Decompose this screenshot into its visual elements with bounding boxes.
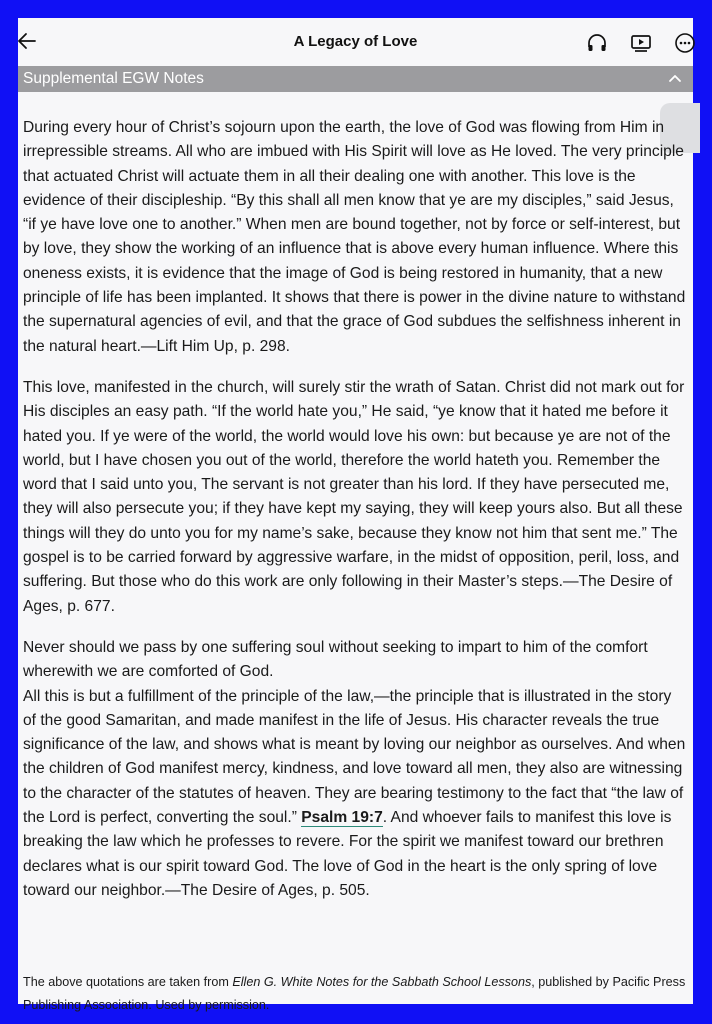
paragraph [23,685,688,904]
notes-content [23,116,688,920]
section-title: Supplemental EGW Notes [23,70,204,87]
scripture-reference-link[interactable]: Psalm 19:7 [301,809,383,827]
app-window [18,18,693,1012]
video-play-icon[interactable] [629,31,653,55]
section-header[interactable] [18,66,693,92]
paragraph: During every hour of Christ’s sojourn upon the earth, the love of God was flowing from Him in irrepressible streams. All who are imbued with His Spirit will love as He loved. The very principle that actuated Christ will actuate them in all their dealing one with another. This love is the evidence of their discipleship. “By this shall all men know that ye are my disciples,” said Jesus, “if ye have love one to another.” When men are bound together, not by force or self-interest, but by love, they show the working of an influence that is above every human influence. Where this oneness exists, it is evidence that the image of God is being restored in humanity, that a new principle of life has been implanted. It shows that there is power in the divine nature to withstand the supernatural agencies of evil, and that the grace of God subdues the selfishness inherent in the natural heart.—Lift Him Up, p. 298. [23,119,686,355]
paragraph-text: All this is but a fulfillment of the principle of the law,—the principle that is illustrated in the story of the good Samaritan, and made manifest in the life of Jesus. His character reveals the true significance of the law, and shows what is meant by loving our neighbor as ourselves. And when the children of God manifest mercy, kindness, and love toward all men, they also are witnessing to the character of the statutes of heaven. They are bearing testimony to the fact that “the law of the Lord is perfect, converting the soul.” [23,687,686,827]
more-options-icon[interactable] [673,31,697,55]
paragraph: This love, manifested in the church, will surely stir the wrath of Satan. Christ did not mark out for His disciples an easy path. “If the world hate you,” He said, “ye know that it hated me before it hated you. If ye were of the world, the world would love his own: but because ye are not of the world, but I have chosen you out of the world, therefore the world hateth you. Remember the word that I said unto you, The servant is not greater than his lord. If they have persecuted me, they will also persecute you; if they have kept my saying, they will keep yours also. But all these things will they do unto you for my name’s sake, because they know not him that sent me.” The gospel is to be carried forward by aggressive warfare, in the midst of opposition, peril, loss, and suffering. But those who do this work are only following in their Master’s steps.—The Desire of Ages, p. 677. [23,378,685,615]
footnote [23,971,688,1017]
page-title: A Legacy of Love [293,33,418,50]
footnote-text: The above quotations are taken from [23,975,233,989]
headphones-icon[interactable] [585,31,609,55]
chevron-up-icon[interactable] [665,69,685,89]
top-bar [18,18,693,66]
footnote-text: , published by Pacific Press Publishing Association. Used by permission. [23,975,686,1012]
paragraph: Never should we pass by one suffering soul without seeking to impart to him of the comfort wherewith we are comforted of God. [23,638,648,681]
footnote-book-title: Ellen G. White Notes for the Sabbath School Lessons [232,975,532,989]
paragraph-text: . And whoever fails to manifest this love is breaking the law which he professes to revere. For the spirit we manifest toward our brethren declares what is our spirit toward God. The love of God in the heart is the only spring of love toward our neighbor.—The Desire of Ages, p. 505. [23,809,672,899]
